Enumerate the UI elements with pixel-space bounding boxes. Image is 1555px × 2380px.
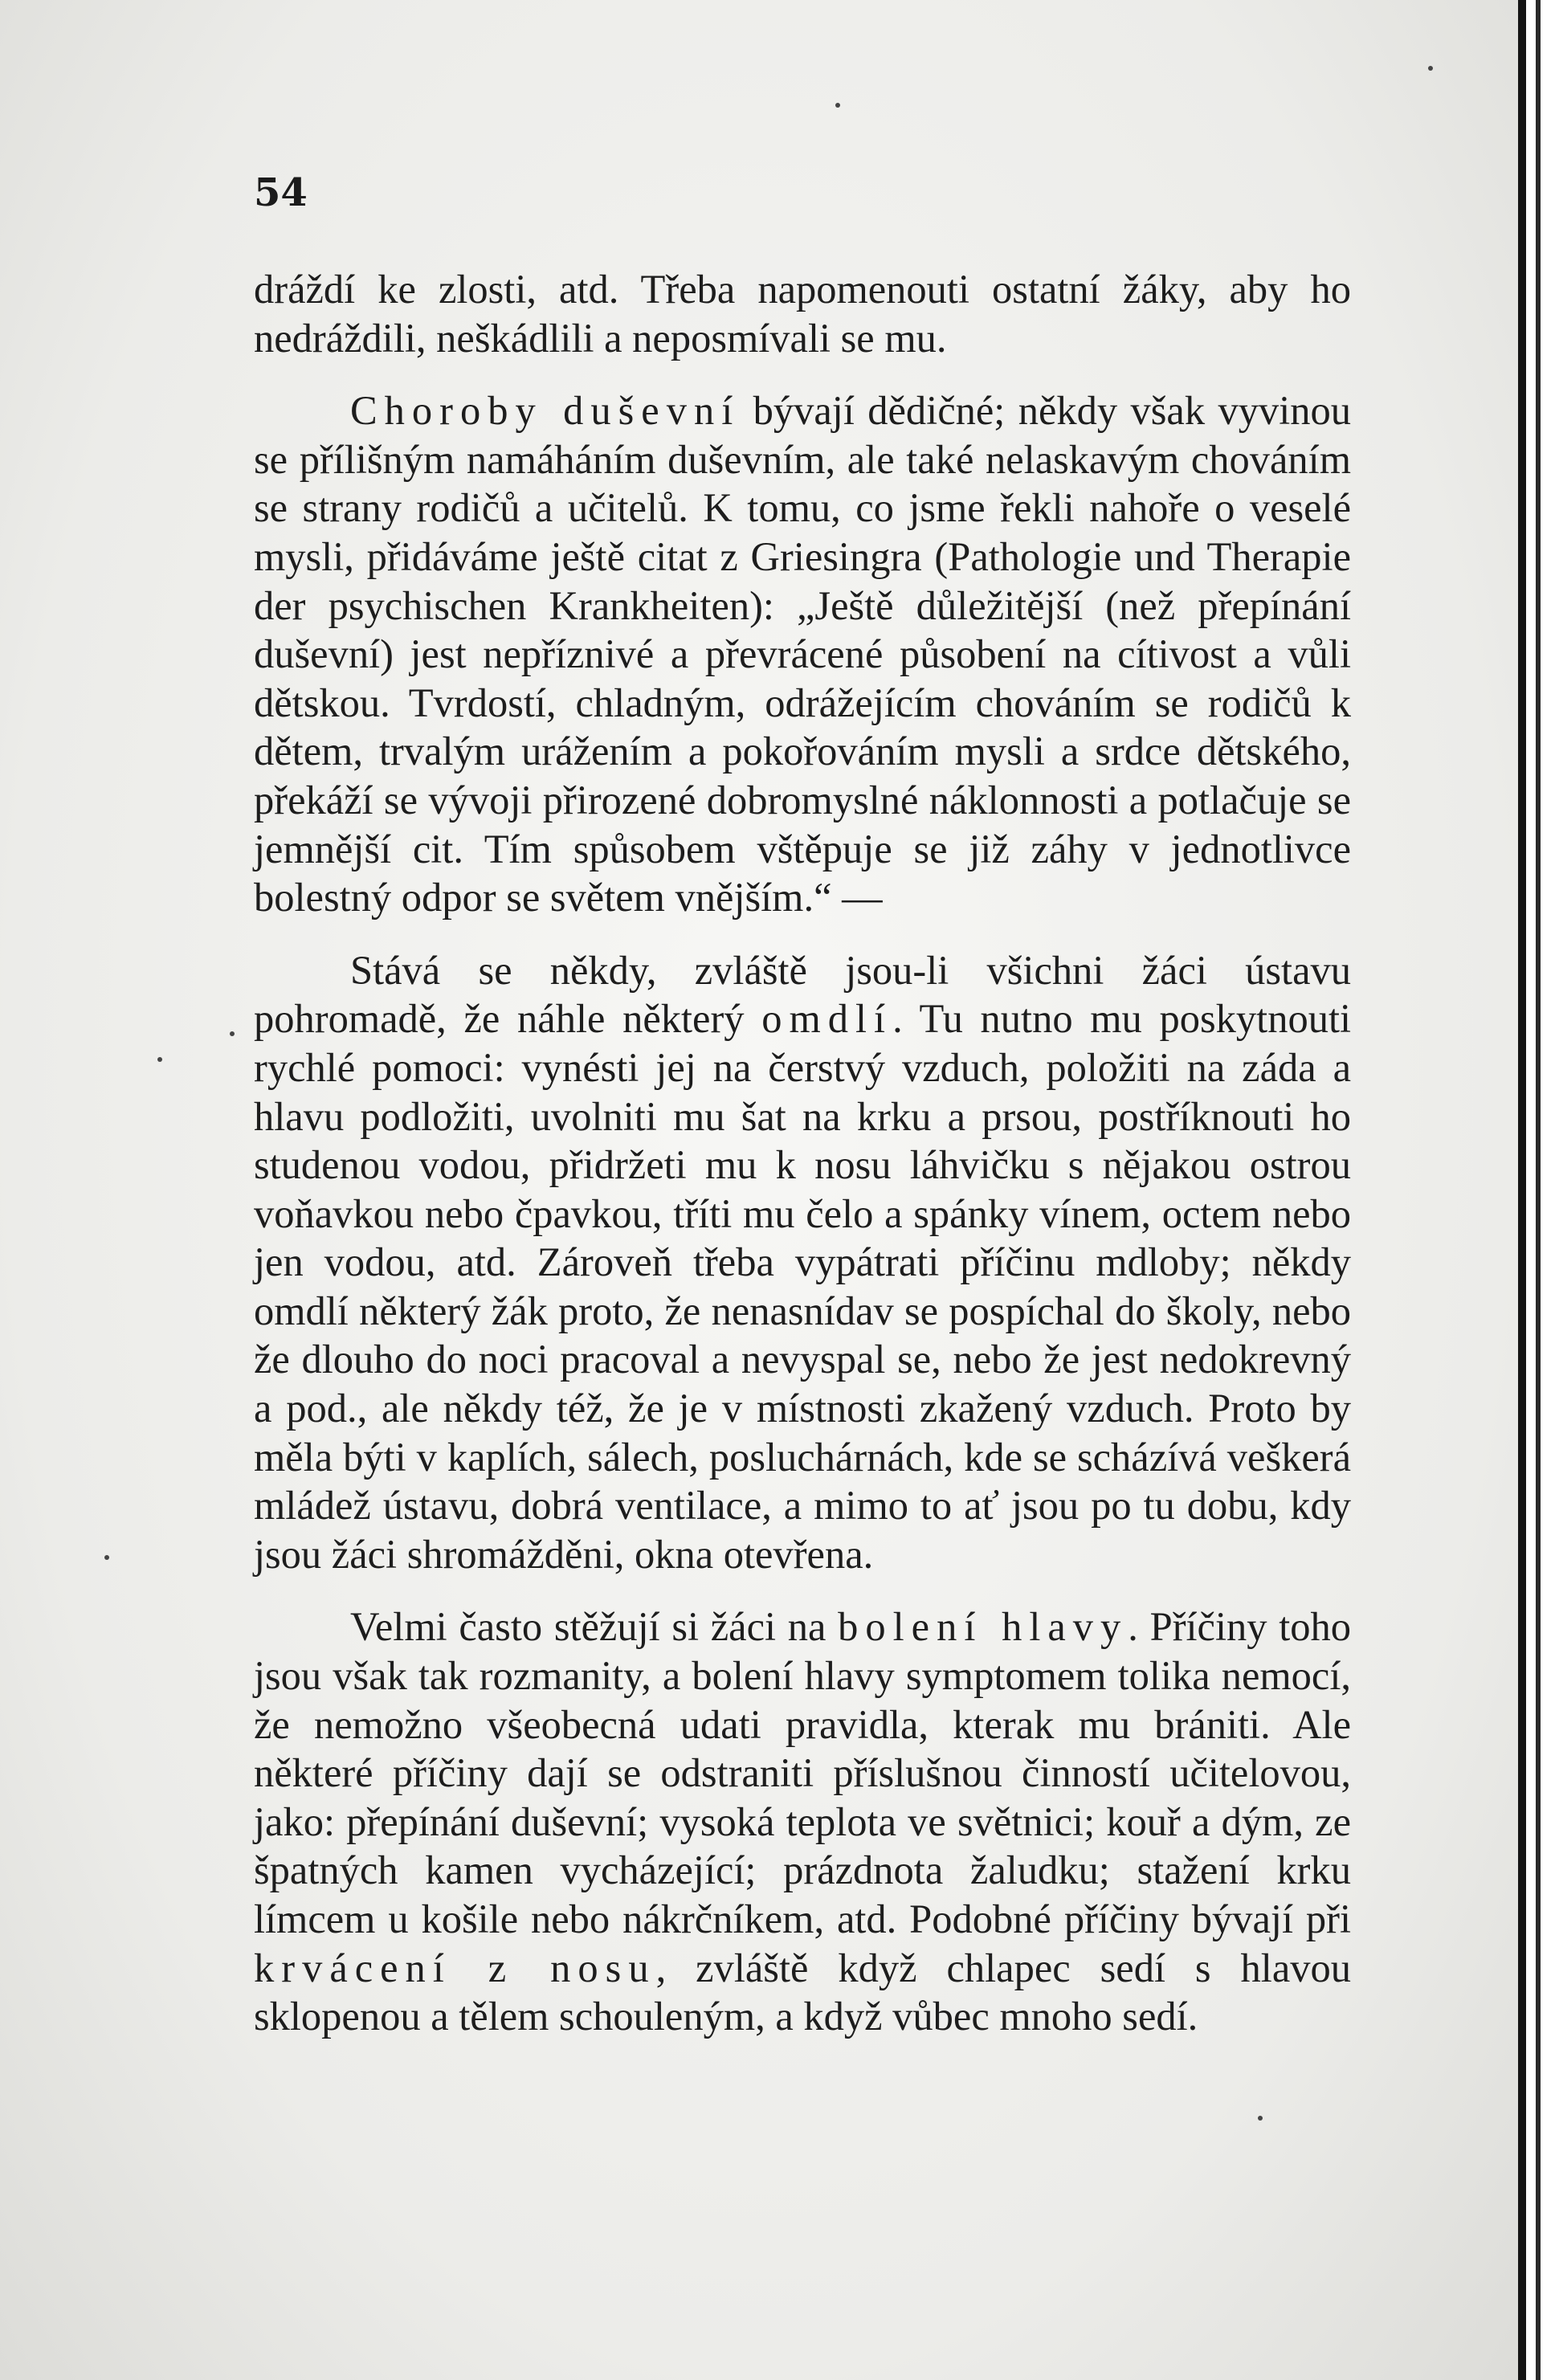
paragraph — [254, 946, 1351, 1579]
spaced-term: Choroby duševní — [350, 388, 741, 434]
dust-speck — [835, 103, 840, 108]
text-segment: Velmi často stěžují si žáci na — [350, 1604, 839, 1650]
paragraph — [254, 386, 1351, 922]
body-text — [254, 265, 1351, 2065]
text-segment: dráždí ke zlosti, atd. Třeba napomenouti ostatní žáky, aby ho nedráždili, neškádlili a neposmívali se mu. — [254, 267, 1351, 361]
paragraph — [254, 265, 1351, 362]
dust-speck — [104, 1555, 109, 1560]
dust-speck — [230, 1031, 235, 1036]
page-number: 54 — [254, 170, 308, 215]
spaced-term: bolení hlavy — [838, 1604, 1128, 1650]
page-edge — [1518, 0, 1555, 2380]
spaced-term: omdlí — [761, 996, 893, 1042]
spaced-term: krvácení z nosu — [254, 1945, 656, 1990]
text-segment: Stává se někdy, zvláště jsou-li všichni žáci ústavu pohromadě, že náhle některý — [254, 947, 1351, 1042]
dust-speck — [1258, 2116, 1263, 2121]
paragraph — [254, 1602, 1351, 2040]
text-segment: , zvláště když chlapec sedí s hlavou sklopenou a tělem schouleným, a když vůbec mnoho sedí. — [254, 1945, 1351, 2039]
text-segment: bývají dědičné; někdy však vyvinou se přílišným namáháním duševním, ale také nelaskavým chováním se strany rodičů a učitelů. K tomu, co jsme řekli nahoře o veselé mysli, přidáváme ještě citat z Griesingra (Pathologie und Therapie der psychischen Krankheiten): „Ještě důležitější (než přepínání duševní) jest nepříznivé a převrácené působení na cítivost a vůli dětskou. Tvrdostí, chladným, odrážejícím chováním se rodičů k dětem, trvalým urážením a pokořováním mysli a srdce dětského, překáží se vývoji přirozené dobromyslné náklonnosti a potlačuje se jemnější cit. Tím spůsobem vštěpuje se již záhy v jednotlivce bolestný odpor se světem vnějším.“ — — [254, 388, 1351, 921]
dust-speck — [1428, 66, 1433, 71]
dust-speck — [157, 1057, 162, 1062]
text-segment: . Příčiny toho jsou však tak rozmanity, a bolení hlavy symptomem tolika nemocí, že nemožno všeobecná udati pravidla, kterak mu brániti. Ale některé příčiny dají se odstraniti příslušnou činností učitelovou, jako: přepínání duševní; vysoká teplota ve světnici; kouř a dým, ze špatných kamen vycházející; prázdnota žaludku; stažení krku límcem u košile nebo nákrčníkem, atd. Podobné příčiny bývají při — [254, 1604, 1351, 1941]
text-segment: . Tu nutno mu poskytnouti rychlé pomoci: vynésti jej na čerstvý vzduch, položiti na záda a hlavu podložiti, uvolniti mu šat na krku a prsou, postříknouti ho studenou vodou, přidržeti mu k nosu láhvičku s nějakou ostrou voňavkou nebo čpavkou, tříti mu čelo a spánky vínem, octem nebo jen vodou, atd. Zároveň třeba vypátrati příčinu mdloby; někdy omdlí některý žák proto, že nenasnídav se pospíchal do školy, nebo že dlouho do noci pracoval a nevyspal se, nebo že jest nedokrevný a pod., ale někdy též, že je v místnosti zkažený vzduch. Proto by měla býti v kaplích, sálech, posluchárnách, kde se scházívá veškerá mládež ústavu, dobrá ventilace, a mimo to ať jsou po tu dobu, kdy jsou žáci shromážděni, okna otevřena. — [254, 996, 1352, 1577]
page-edge-line — [1536, 0, 1541, 2380]
